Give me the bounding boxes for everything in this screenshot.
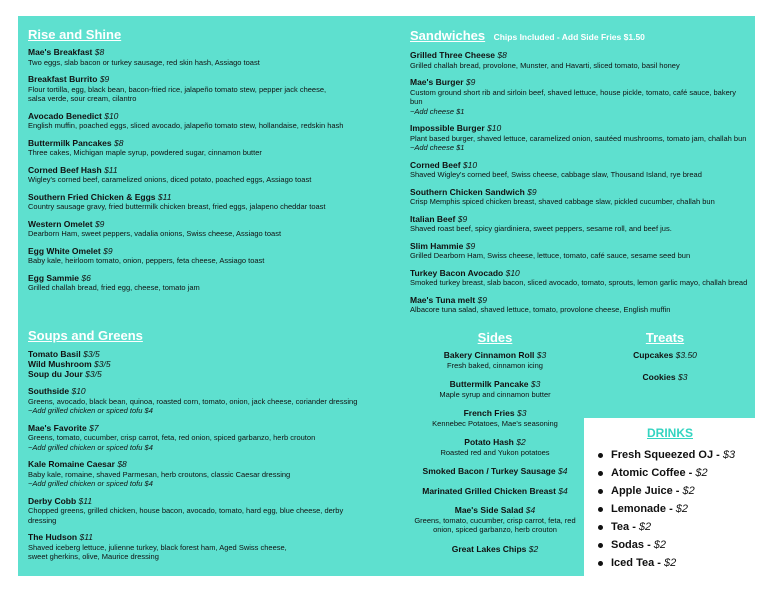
item-name: Avocado Benedict (28, 110, 102, 121)
item-name-line (410, 438, 580, 448)
item-name-line (410, 51, 750, 61)
item-name-line (410, 467, 580, 477)
menu-item (410, 545, 580, 555)
item-name-line (28, 424, 373, 434)
menu-item (28, 166, 368, 185)
item-name: Mae's Burger (410, 77, 464, 87)
item-name: Impossible Burger (410, 123, 485, 133)
item-name-line (410, 161, 750, 171)
item-description: Grilled challah bread, fried egg, cheese, tomato jam (28, 283, 200, 292)
item-description: Baby kale, heirloom tomato, onion, peppers, feta cheese, Assiago toast (28, 256, 265, 265)
item-description: Shaved Wigley's corned beef, Swiss cheese, cabbage slaw, Thousand Island, rye bread (410, 170, 702, 179)
item-name-line (28, 247, 368, 257)
item-name-line (28, 193, 368, 203)
item-price: $11 (157, 191, 172, 202)
item-price: $9 (465, 240, 476, 251)
item-description: Wigley's corned beef, caramelized onions, diced potato, poached eggs, Assiago toast (28, 175, 312, 184)
item-name-line (410, 409, 580, 419)
menu-item (28, 112, 368, 131)
drink-price: $2 (695, 467, 708, 479)
item-name: Marinated Grilled Chicken Breast (422, 485, 556, 496)
drink-price: $3 (722, 449, 736, 461)
item-price: $11 (79, 532, 94, 542)
item-name: Mae's Tuna melt (410, 294, 476, 305)
item-name-line (410, 545, 580, 555)
drink-price: $2 (663, 557, 677, 569)
item-name: Slim Hammie (410, 240, 464, 251)
item-name: Corned Beef (410, 159, 461, 170)
item-description: Maple syrup and cinnamon butter (439, 389, 551, 399)
soups-list (28, 349, 373, 379)
item-name: Mae's Side Salad (454, 505, 524, 515)
breakfast-list (28, 48, 368, 293)
item-price: $3 (536, 350, 547, 360)
item-name: Bakery Cinnamon Roll (443, 350, 535, 360)
item-name-line (410, 506, 580, 516)
item-name-line (410, 188, 750, 198)
item-price: $2 (528, 543, 539, 554)
menu-item (28, 359, 373, 369)
item-name-line (28, 349, 373, 359)
item-price: $8 (114, 137, 124, 148)
menu-item (600, 373, 730, 383)
menu-item (28, 274, 368, 293)
item-description: English muffin, poached eggs, sliced avocado, jalapeño tomato stew, hollandaise, redskin hash (28, 121, 344, 130)
item-name: Smoked Bacon / Turkey Sausage (422, 466, 556, 476)
item-price: $9 (103, 245, 113, 256)
item-price: $9 (527, 186, 537, 197)
item-name-line (410, 269, 750, 279)
item-name: Egg White Omelet (28, 245, 101, 256)
item-description: Flour tortilla, egg, black bean, bacon-fried rice, jalapeño tomato stew, pepper jack cheese, (28, 84, 327, 94)
item-description: Grilled Dearborn Ham, Swiss cheese, lettuce, tomato, café sauce, sesame seed bun (410, 251, 691, 260)
item-name: Southern Fried Chicken & Eggs (28, 191, 156, 202)
item-name: Mae's Breakfast (28, 47, 93, 57)
menu-item (28, 193, 368, 212)
drink-item (598, 554, 756, 572)
menu-item (410, 351, 580, 370)
item-name-line (410, 78, 750, 88)
item-name-line (410, 215, 750, 225)
menu-item (28, 220, 368, 239)
drink-price: $2 (675, 503, 689, 515)
drink-name: Fresh Squeezed OJ - (611, 449, 723, 461)
item-name: Buttermilk Pancake (449, 379, 529, 389)
treats-list (600, 351, 730, 382)
menu-item (410, 188, 750, 207)
item-name-line (28, 274, 368, 284)
item-description: Shaved iceberg lettuce, julienne turkey, black forest ham, Aged Swiss cheese, (28, 542, 287, 552)
bullet-icon (598, 471, 603, 476)
item-name: Derby Cobb (28, 495, 77, 506)
item-addon: ~Add grilled chicken or spiced tofu $4 (28, 442, 153, 452)
drinks-box (584, 418, 756, 590)
menu-item (410, 78, 750, 116)
menu-item (410, 242, 750, 261)
item-name-line (28, 112, 368, 122)
item-price: $4 (557, 466, 568, 476)
menu-item (28, 387, 373, 416)
item-name: Cookies (642, 371, 676, 382)
item-price: $3 (677, 371, 688, 382)
item-price: $3/5 (94, 359, 111, 369)
item-description: Roasted red and Yukon potatoes (440, 447, 550, 457)
item-description: Crisp Memphis spiced chicken breast, shaved cabbage slaw, pickled cucumber, challah bun (410, 197, 715, 206)
item-name-line (600, 373, 730, 383)
item-price: $9 (94, 218, 105, 229)
item-name: Kale Romaine Caesar (28, 459, 115, 469)
item-price: $3 (530, 379, 541, 389)
menu-item (410, 409, 580, 428)
drinks-title: DRINKS (646, 426, 693, 440)
section-title: Treats (645, 330, 685, 345)
menu-item (410, 215, 750, 234)
item-name: Corned Beef Hash (28, 164, 102, 175)
item-description: salsa verde, sour cream, cilantro (28, 94, 137, 103)
item-price: $3/5 (85, 369, 102, 379)
section-header (410, 27, 750, 45)
item-name: The Hudson (28, 532, 78, 542)
item-name: Turkey Bacon Avocado (410, 267, 504, 278)
section-title: Sides (477, 330, 513, 345)
item-name: Tomato Basil (28, 349, 81, 359)
item-name: Western Omelet (28, 218, 93, 229)
item-price: $4 (525, 505, 536, 515)
menu-item (600, 351, 730, 361)
item-addon: ~Add grilled chicken or spiced tofu $4 (28, 479, 153, 488)
menu-item (28, 247, 368, 266)
menu-item (28, 460, 373, 489)
menu-item (410, 161, 750, 180)
sides-section (410, 330, 580, 554)
item-description: onion, spiced garbanzo, herb crouton (433, 525, 557, 534)
item-description: Kennebec Potatoes, Mae's seasoning (432, 418, 558, 428)
section-title: Rise and Shine (28, 27, 122, 42)
soups-section (28, 328, 373, 562)
item-name-line (410, 487, 580, 497)
item-price: $3.50 (675, 350, 697, 360)
item-description: Smoked turkey breast, slab bacon, sliced avocado, tomato, sprouts, lemon garlic mayo, challah bread (410, 278, 748, 287)
menu-item (410, 51, 750, 70)
item-name-line (410, 380, 580, 390)
menu-item (410, 124, 750, 153)
item-description: Dearborn Ham, sweet peppers, vadalia onions, Swiss cheese, Assiago toast (28, 229, 282, 238)
item-price: $9 (457, 213, 468, 224)
item-addon: ~Add grilled chicken or spiced tofu $4 (28, 406, 153, 415)
item-price: $8 (117, 459, 127, 469)
item-name: Cupcakes (633, 350, 674, 360)
item-description: Three cakes, Michigan maple syrup, powdered sugar, cinnamon butter (28, 148, 262, 157)
item-description: Greens, tomato, cucumber, crisp carrot, feta, red onion, spiced garbanzo, herb crouton (28, 433, 316, 442)
drink-item (598, 446, 756, 464)
item-name-line (28, 369, 373, 379)
item-name: Soup du Jour (28, 369, 83, 379)
drink-name: Sodas - (611, 539, 654, 551)
item-price: $3 (516, 408, 527, 418)
item-price: $9 (99, 74, 110, 84)
item-name-line (28, 387, 373, 397)
item-name: Egg Sammie (28, 272, 80, 283)
menu-item (410, 506, 580, 535)
item-price: $10 (71, 386, 86, 396)
item-price: $10 (487, 123, 502, 133)
drink-name: Lemonade - (611, 503, 676, 515)
section-title: Sandwiches (410, 28, 486, 43)
item-description: Country sausage gravy, fried buttermilk chicken breast, fried eggs, jalapeno cheddar toast (28, 202, 326, 211)
bullet-icon (598, 543, 603, 548)
drink-item (598, 482, 756, 500)
menu-item (28, 139, 368, 158)
sandwiches-section (410, 27, 750, 315)
drink-name: Tea - (611, 521, 639, 533)
menu-item (28, 48, 368, 67)
item-name-line (410, 242, 750, 252)
item-price: $7 (89, 422, 99, 433)
item-description: Custom ground short rib and sirloin beef, shaved lettuce, house pickle, tomato, café sauce, bakery bun (410, 87, 737, 106)
drinks-list (584, 446, 756, 572)
menu-item (28, 424, 373, 453)
item-name: French Fries (463, 408, 515, 418)
item-name: Mae's Favorite (28, 422, 87, 433)
item-price: $11 (104, 164, 118, 175)
drink-item (598, 464, 756, 482)
item-name: Buttermilk Pancakes (28, 137, 112, 148)
bullet-icon (598, 525, 603, 530)
greens-list (28, 387, 373, 562)
menu-item (410, 438, 580, 457)
menu-item (28, 533, 373, 562)
bullet-icon (598, 453, 603, 458)
item-description: Chopped greens, grilled chicken, house bacon, avocado, tomato, hard egg, blue cheese, derby dressing (28, 506, 344, 525)
section-subtitle: Chips Included - Add Side Fries $1.50 (493, 32, 645, 42)
item-name-line (28, 166, 368, 176)
item-description: Plant based burger, shaved lettuce, caramelized onion, sautéed mushrooms, tomato jam, challah bun (410, 133, 747, 143)
drink-price: $2 (682, 485, 695, 497)
drink-item (598, 536, 756, 554)
item-description: Shaved roast beef, spicy giardiniera, sweet peppers, sesame roll, and beef jus. (410, 224, 672, 233)
item-price: $10 (462, 159, 478, 170)
bullet-icon (598, 507, 603, 512)
item-price: $2 (516, 437, 526, 447)
item-price: $4 (558, 485, 568, 496)
item-name: Great Lakes Chips (451, 543, 527, 554)
drink-name: Iced Tea - (611, 557, 664, 569)
item-price: $10 (104, 110, 119, 121)
menu-item (410, 296, 750, 315)
item-description: Fresh baked, cinnamon icing (447, 360, 543, 370)
item-name: Breakfast Burrito (28, 74, 98, 84)
item-price: $8 (497, 50, 507, 60)
menu-item (410, 467, 580, 477)
item-name-line (600, 351, 730, 361)
item-name-line (410, 296, 750, 306)
item-description: Greens, tomato, cucumber, crisp carrot, feta, red (414, 515, 576, 525)
item-name-line (28, 460, 373, 470)
item-price: $8 (94, 47, 105, 57)
drink-item (598, 500, 756, 518)
item-name: Southern Chicken Sandwich (410, 186, 525, 197)
item-name-line (410, 124, 750, 134)
drink-name: Atomic Coffee - (611, 467, 696, 479)
item-name-line (28, 48, 368, 58)
menu-item (28, 497, 373, 526)
item-addon: ~Add cheese $1 (410, 106, 465, 116)
item-name: Potato Hash (464, 437, 514, 447)
item-description: Greens, avocado, black bean, quinoa, roasted corn, tomato, onion, jack cheese, coriander dressing (28, 396, 358, 406)
menu-item (28, 75, 368, 104)
menu-item (410, 380, 580, 399)
item-name-line (410, 351, 580, 361)
item-description: Grilled challah bread, provolone, Munster, and Havarti, sliced tomato, basil honey (410, 60, 680, 70)
breakfast-section (28, 27, 368, 293)
item-name-line (28, 139, 368, 149)
item-addon: ~Add cheese $1 (410, 143, 465, 152)
item-price: $9 (477, 294, 488, 305)
item-description: sweet gherkins, olive, Maurice dressing (28, 552, 159, 561)
item-name-line (28, 533, 373, 543)
treats-section (600, 330, 730, 382)
drink-item (598, 518, 756, 536)
drink-price: $2 (653, 539, 667, 551)
item-name-line (28, 75, 368, 85)
item-name: Italian Beef (410, 213, 456, 224)
item-name: Grilled Three Cheese (410, 50, 496, 60)
item-price: $9 (465, 77, 476, 87)
drink-price: $2 (638, 521, 652, 533)
item-description: Two eggs, slab bacon or turkey sausage, red skin hash, Assiago toast (28, 57, 260, 67)
item-name: Southside (28, 386, 70, 396)
item-price: $3/5 (83, 349, 100, 359)
item-description: Baby kale, romaine, shaved Parmesan, herb croutons, classic Caesar dressing (28, 469, 291, 479)
menu-item (28, 369, 373, 379)
menu-item (410, 269, 750, 288)
item-name-line (28, 359, 373, 369)
drink-name: Apple Juice - (611, 485, 683, 497)
bullet-icon (598, 489, 603, 494)
menu-item (28, 349, 373, 359)
bullet-icon (598, 561, 603, 566)
item-name-line (28, 497, 373, 507)
sides-list (410, 351, 580, 554)
item-price: $6 (81, 272, 91, 283)
item-description: Albacore tuna salad, shaved lettuce, tomato, provolone cheese, English muffin (410, 305, 671, 314)
item-price: $10 (505, 267, 520, 278)
item-name: Wild Mushroom (28, 359, 92, 369)
sandwich-list (410, 51, 750, 315)
item-name-line (28, 220, 368, 230)
menu-item (410, 487, 580, 497)
section-title: Soups and Greens (28, 328, 143, 343)
item-price: $11 (78, 495, 93, 506)
